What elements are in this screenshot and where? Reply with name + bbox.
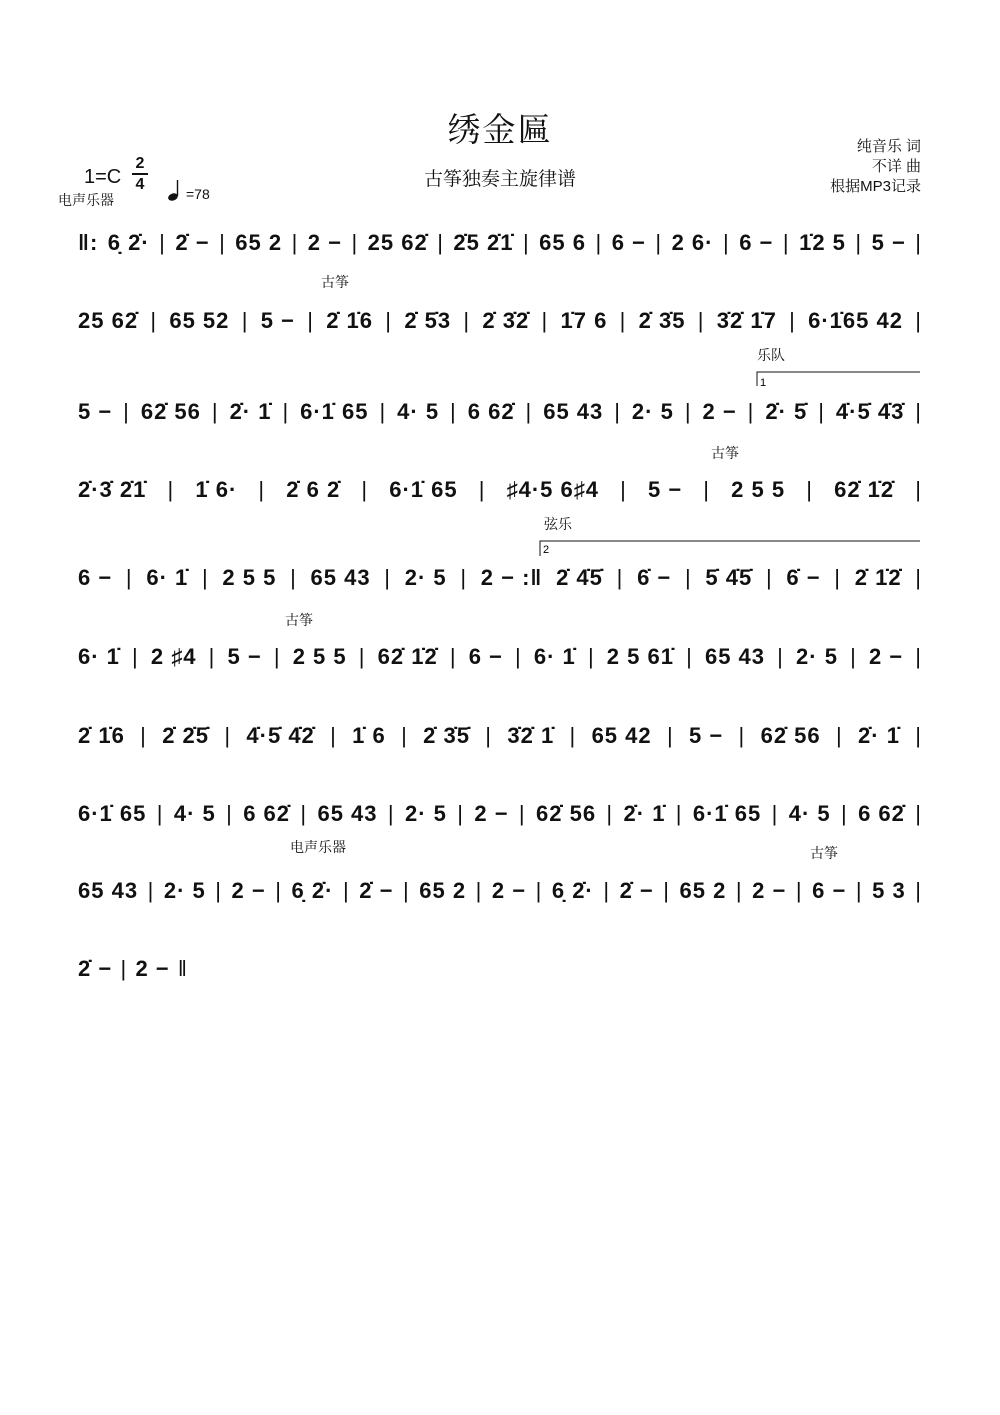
barline: | xyxy=(300,801,308,826)
barline: | xyxy=(619,308,627,333)
measure-notes: 2̇· 1̇ xyxy=(858,723,900,748)
barline: | xyxy=(620,477,627,502)
barline: | xyxy=(915,644,922,669)
page-title: 绣金匾 xyxy=(447,111,553,148)
volta-1-bracket xyxy=(757,372,920,386)
barline: | xyxy=(834,565,842,590)
notation-row xyxy=(0,866,1000,906)
measure-notes: 65 43 xyxy=(310,565,371,590)
measure-notes: 5 − xyxy=(260,308,295,333)
barline: | xyxy=(782,230,790,255)
measure-notes: 5 − xyxy=(78,399,113,424)
notation-row xyxy=(0,789,1000,829)
barline: | xyxy=(120,956,128,981)
tempo-value: =78 xyxy=(186,186,210,202)
measure-notes: 6·1̇ 65 xyxy=(389,477,458,502)
measure-notes: 2· 5 xyxy=(404,801,447,826)
barline: | xyxy=(282,399,290,424)
measure-notes: 6· 1̇ xyxy=(533,644,576,669)
measure-notes: 2̇ − xyxy=(359,878,394,903)
measure-notes: 6 62̇ xyxy=(858,801,905,826)
barline: | xyxy=(855,878,863,903)
measure-notes: 6 − xyxy=(611,230,646,255)
barline: | xyxy=(384,565,391,590)
measure-notes: 6·1̇ 65 xyxy=(692,801,762,826)
measure-notes: 5 − xyxy=(689,723,724,748)
barline: | xyxy=(675,801,683,826)
measure-notes: 1̇7 6 xyxy=(560,308,608,333)
barline: | xyxy=(655,230,663,255)
annotation-band: 乐队 xyxy=(757,347,785,363)
barline: | xyxy=(518,801,526,826)
measure-notes: 6 − xyxy=(812,878,847,903)
barline: | xyxy=(159,230,166,255)
measure-notes: 2 − xyxy=(752,878,787,903)
measure-notes: 1̇ 6 xyxy=(352,723,386,748)
time-signature xyxy=(132,154,148,194)
barline: | xyxy=(738,723,746,748)
measure-notes: 2̇5 2̇1̇ xyxy=(453,230,514,255)
barline: | xyxy=(915,878,922,903)
measure-notes: 2 − :‖ xyxy=(480,565,543,590)
barline: | xyxy=(614,399,621,424)
barline: | xyxy=(123,399,130,424)
barline: | xyxy=(535,878,543,903)
measure-notes: 1̇2 5 xyxy=(799,230,846,255)
barline: | xyxy=(703,477,711,502)
barline: | xyxy=(275,878,283,903)
barline: | xyxy=(361,477,369,502)
measure-notes: 2̇ 5̇3 xyxy=(404,308,452,333)
measure-notes: 2 − xyxy=(135,956,170,981)
annotation-guzheng-3: 古筝 xyxy=(285,612,313,628)
measure-notes: 2 6· xyxy=(671,230,714,255)
barline: | xyxy=(818,399,825,424)
barline: | xyxy=(795,878,803,903)
barline: | xyxy=(595,230,603,255)
barline: | xyxy=(449,644,457,669)
barline: | xyxy=(291,230,299,255)
barline: | xyxy=(606,801,614,826)
notation-row xyxy=(0,296,1000,336)
measure-notes: 2 − xyxy=(474,801,509,826)
measure-notes: 2̇ 1̇2̇ xyxy=(854,565,902,590)
measure-notes: 2· 5 xyxy=(796,644,838,669)
barline: ‖ xyxy=(177,956,188,981)
measure-notes: 25 62̇ xyxy=(367,230,428,255)
measure-notes: 3̇2̇ 1̇7 xyxy=(716,308,777,333)
source-credit: 根据MP3记录 xyxy=(830,178,921,195)
barline: | xyxy=(915,723,922,748)
measure-notes: 2̇ 3̇5 xyxy=(638,308,686,333)
measure-notes: 62̇ 56 xyxy=(536,801,597,826)
barline: | xyxy=(525,399,533,424)
barline: | xyxy=(219,230,226,255)
barline: | xyxy=(915,801,922,826)
measure-notes: 4̇·5̇ 4̇3̇ xyxy=(835,399,905,424)
barline: | xyxy=(915,399,922,424)
measure-notes: 65 42 xyxy=(591,723,652,748)
measure-notes: 2 − xyxy=(868,644,904,669)
barline: | xyxy=(226,801,233,826)
barline: | xyxy=(150,308,158,333)
barline: | xyxy=(290,565,297,590)
measure-notes: 4· 5 xyxy=(173,801,216,826)
measure-notes: 2 − xyxy=(702,399,737,424)
measure-notes: 2· 5 xyxy=(163,878,206,903)
measure-notes: 6̣ 2̇· xyxy=(291,878,334,903)
measure-notes: 3̇2̇ 1̇ xyxy=(507,723,555,748)
measure-notes: 65 43 xyxy=(78,878,139,903)
measure-notes: 2 ♯4 xyxy=(150,644,197,669)
barline: | xyxy=(777,644,784,669)
measure-notes: 2· 5 xyxy=(631,399,674,424)
measure-notes: 6· 1̇ xyxy=(78,644,120,669)
barline: | xyxy=(735,878,743,903)
time-signature-bottom: 4 xyxy=(132,173,148,194)
barline: | xyxy=(765,565,773,590)
barline: | xyxy=(855,230,863,255)
barline: | xyxy=(273,644,281,669)
measure-notes: 2̇· 5̇ xyxy=(765,399,808,424)
barline: | xyxy=(460,565,468,590)
measure-notes: 2 5 5 xyxy=(292,644,347,669)
barline: | xyxy=(201,565,209,590)
barline: | xyxy=(379,399,387,424)
lyricist-credit: 纯音乐 词 xyxy=(856,138,921,155)
measure-notes: 65 2 xyxy=(235,230,283,255)
barline: | xyxy=(437,230,444,255)
measure-notes: 5 3 xyxy=(872,878,906,903)
barline: | xyxy=(569,723,577,748)
measure-notes: 2̇ 3̇2̇ xyxy=(482,308,530,333)
measure-notes: 2· 5 xyxy=(404,565,447,590)
barline: | xyxy=(522,230,530,255)
measure-notes: 2̇ 1̇6 xyxy=(78,723,125,748)
barline: | xyxy=(478,477,486,502)
measure-notes: 4̇·5̇ 4̇2̇ xyxy=(246,723,315,748)
barline: | xyxy=(684,565,692,590)
measure-notes: ♯4·5 6♯4 xyxy=(506,477,599,502)
barline: | xyxy=(140,723,147,748)
barline: | xyxy=(835,723,843,748)
measure-notes: 65 43 xyxy=(543,399,604,424)
measure-notes: 6 62̇ xyxy=(467,399,515,424)
barline: | xyxy=(915,308,922,333)
measure-notes: 6 − xyxy=(468,644,503,669)
measure-notes: 4· 5 xyxy=(788,801,831,826)
barline: | xyxy=(915,230,922,255)
measure-notes: 6̇ − xyxy=(637,565,672,590)
barline: | xyxy=(666,723,674,748)
barline: | xyxy=(684,399,692,424)
barline: | xyxy=(616,565,624,590)
measure-notes: 62̇ 56 xyxy=(140,399,201,424)
barline: | xyxy=(387,801,395,826)
barline: | xyxy=(603,878,611,903)
barline: | xyxy=(463,308,471,333)
barline: | xyxy=(402,878,410,903)
barline: | xyxy=(401,723,408,748)
measure-notes: 6 62̇ xyxy=(243,801,291,826)
barline: | xyxy=(515,644,522,669)
notation-row xyxy=(0,944,1000,984)
barline: | xyxy=(208,644,216,669)
measure-notes: 6·1̇ 65 xyxy=(78,801,147,826)
barline: | xyxy=(747,399,755,424)
notation-row xyxy=(0,465,1000,505)
measure-notes: 62̇ 1̇2̇ xyxy=(834,477,895,502)
measure-notes: 2 − xyxy=(231,878,266,903)
barline: | xyxy=(722,230,730,255)
barline: | xyxy=(475,878,483,903)
volta-1-number: 1 xyxy=(760,377,767,389)
measure-notes: 2 − xyxy=(491,878,527,903)
barline: | xyxy=(686,644,693,669)
barline: | xyxy=(697,308,705,333)
barline: | xyxy=(211,399,219,424)
barline: | xyxy=(224,723,232,748)
measure-notes: 6̣ 2̇· xyxy=(107,230,150,255)
barline: | xyxy=(915,477,922,502)
measure-notes: 2̇ 2̇5̇ xyxy=(162,723,210,748)
measure-notes: 2 5 5 xyxy=(222,565,277,590)
barline: | xyxy=(167,477,175,502)
measure-notes: 4· 5 xyxy=(397,399,440,424)
notation-row xyxy=(0,711,1000,751)
barline: | xyxy=(541,308,549,333)
annotation-guzheng-1: 古筝 xyxy=(321,274,349,290)
notation-row xyxy=(0,553,1000,593)
barline: | xyxy=(358,644,366,669)
measure-notes: 1̇ 6· xyxy=(195,477,238,502)
measure-notes: 65 2 xyxy=(419,878,467,903)
annotation-guzheng-4: 古筝 xyxy=(810,845,838,861)
barline: | xyxy=(450,399,457,424)
measure-notes: 5 − xyxy=(647,477,683,502)
measure-notes: 6̇ − xyxy=(786,565,821,590)
measure-notes: 62̇ 56 xyxy=(760,723,821,748)
composer-credit: 不详 曲 xyxy=(871,158,921,175)
volta-2-number: 2 xyxy=(543,544,550,556)
measure-notes: 6 − xyxy=(739,230,774,255)
measure-notes: 65 43 xyxy=(704,644,766,669)
measure-notes: 5 − xyxy=(227,644,262,669)
measure-notes: 5 − xyxy=(871,230,906,255)
barline: | xyxy=(485,723,493,748)
measure-notes: 62̇ 1̇2̇ xyxy=(377,644,438,669)
notation-row xyxy=(0,387,1000,427)
measure-notes: 65 6 xyxy=(539,230,586,255)
barline: | xyxy=(385,308,393,333)
barline: | xyxy=(215,878,223,903)
measure-notes: 5̇ 4̇5̇ xyxy=(705,565,753,590)
barline: | xyxy=(241,308,249,333)
measure-notes: 65 43 xyxy=(317,801,378,826)
measure-notes: 2̇ − xyxy=(78,956,113,981)
measure-notes: 6 − xyxy=(78,565,113,590)
key-signature: 1=C xyxy=(84,166,122,188)
barline: | xyxy=(343,878,350,903)
measure-notes: 2̇ 1̇6 xyxy=(326,308,374,333)
measure-notes: 2̇ 3̇5̇ xyxy=(423,723,470,748)
measure-notes: 2̇ − xyxy=(175,230,210,255)
barline: | xyxy=(806,477,813,502)
measure-notes: ‖: xyxy=(78,230,99,255)
measure-notes: 2 5 61̇ xyxy=(606,644,674,669)
barline: | xyxy=(841,801,848,826)
annotation-strings: 弦乐 xyxy=(544,516,572,532)
barline: | xyxy=(351,230,359,255)
annotation-electric-2: 电声乐器 xyxy=(290,839,346,855)
measure-notes: 2̇ 4̇5̇ xyxy=(556,565,603,590)
notation-row xyxy=(0,632,1000,672)
measure-notes: 6· 1̇ xyxy=(146,565,189,590)
measure-notes: 2 5 5 xyxy=(731,477,786,502)
barline: | xyxy=(258,477,266,502)
barline: | xyxy=(147,878,155,903)
tempo-marking xyxy=(166,178,210,202)
measure-notes: 6̣ 2̇· xyxy=(551,878,594,903)
barline: | xyxy=(587,644,595,669)
barline: | xyxy=(915,565,922,590)
time-signature-top: 2 xyxy=(135,155,145,172)
annotation-guzheng-2: 古筝 xyxy=(711,445,739,461)
measure-notes: 2̇ 6 2̇ xyxy=(286,477,341,502)
barline: | xyxy=(156,801,164,826)
measure-notes: 2̇· 1̇ xyxy=(623,801,666,826)
barline: | xyxy=(330,723,337,748)
barline: | xyxy=(307,308,314,333)
barline: | xyxy=(789,308,796,333)
credits-block xyxy=(830,137,921,197)
notation-row xyxy=(0,218,1000,258)
measure-notes: 65 2 xyxy=(679,878,727,903)
measure-notes: 25 62̇ xyxy=(78,308,139,333)
measure-notes: 65 52 xyxy=(169,308,230,333)
barline: | xyxy=(125,565,133,590)
measure-notes: 2̇ − xyxy=(619,878,654,903)
measure-notes: 6·1̇65 42 xyxy=(808,308,903,333)
measure-notes: 2̇· 1̇ xyxy=(229,399,272,424)
annotation-electric-1: 电声乐器 xyxy=(58,192,114,208)
barline: | xyxy=(663,878,671,903)
measure-notes: 2̇·3̇ 2̇1̇ xyxy=(78,477,147,502)
barline: | xyxy=(771,801,779,826)
barline: | xyxy=(457,801,464,826)
barline: | xyxy=(132,644,139,669)
page-subtitle: 古筝独奏主旋律谱 xyxy=(423,169,576,190)
barline: | xyxy=(850,644,857,669)
measure-notes: 6·1̇ 65 xyxy=(300,399,369,424)
measure-notes: 2 − xyxy=(307,230,342,255)
quarter-note-icon xyxy=(166,178,186,202)
